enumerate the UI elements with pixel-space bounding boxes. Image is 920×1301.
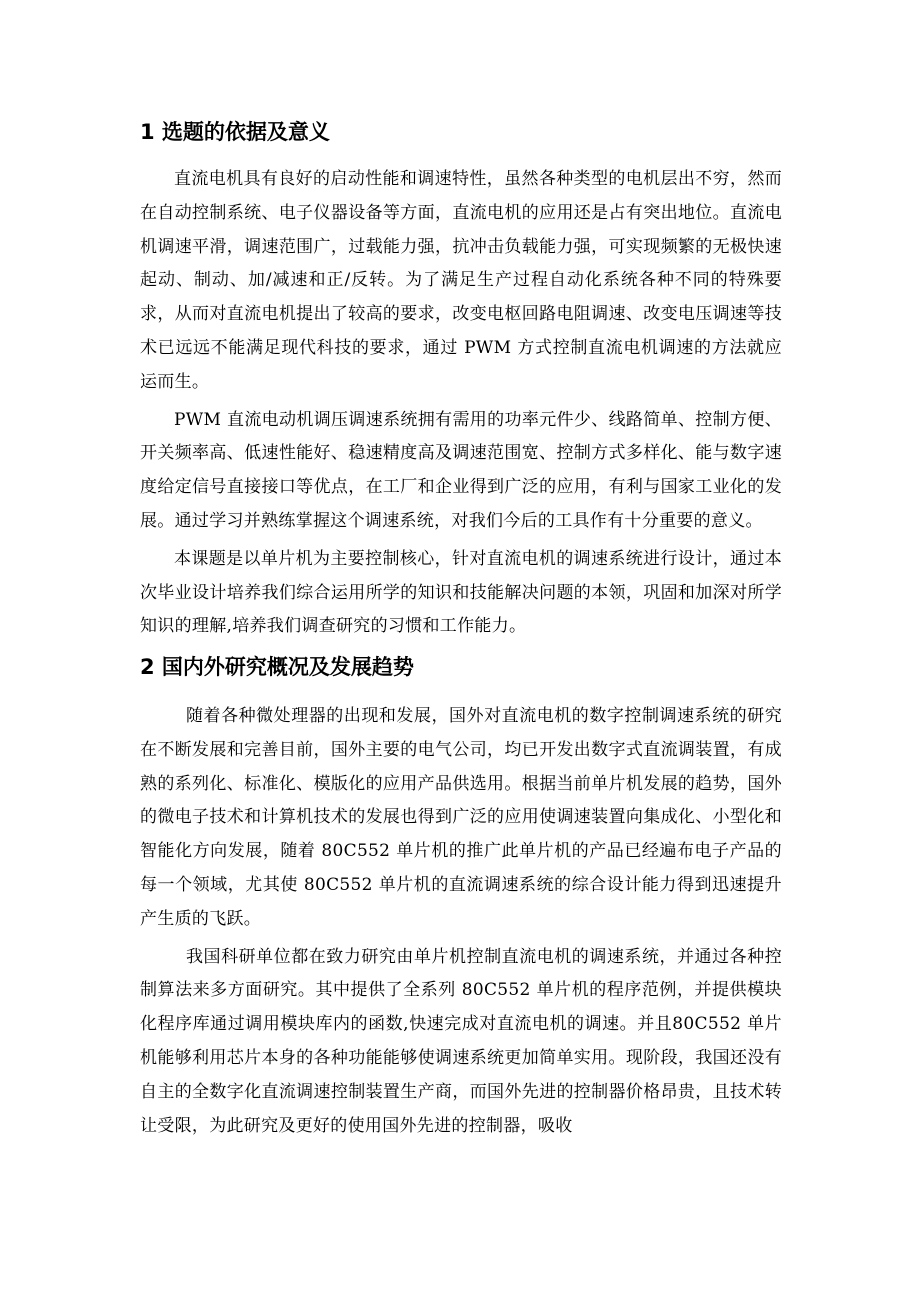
section-heading-rationale: 1 选题的依据及意义 [140,120,330,144]
section-heading-research-overview: 2 国内外研究概况及发展趋势 [140,655,414,679]
paragraph-dc-motor-intro: 直流电机具有良好的启动性能和调速特性，虽然各种类型的电机层出不穷，然而在自动控制系统、电子仪器设备等方面，直流电机的应用还是占有突出地位。直流电机调速平滑，调速范围广，过载能力强，抗冲击负载能力强，可实现频繁的无极快速起动、制动、加/减速和正/反转。为了满足生产过程自动化系统各种不同的特殊要求，从而对直流电机提出了较高的要求，改变电枢回路电阻调速、改变电压调速等技术已远远不能满足现代科技的要求，通过 PWM 方式控制直流电机调速的方法就应运而生。 [140,169,782,392]
paragraph-foreign-research: 随着各种微处理器的出现和发展，国外对直流电机的数字控制调速系统的研究在不断发展和完善目前，国外主要的电气公司，均已开发出数字式直流调装置，有成熟的系列化、标准化、模版化的应用产品供选用。根据当前单片机发展的趋势，国外的微电子技术和计算机技术的发展也得到广泛的应用使调速装置向集成化、小型化和智能化方向发展，随着 80C552 单片机的推广此单片机的产品已经遍布电子产品的每一个领域，尤其使 80C552 单片机的直流调速系统的综合设计能力得到迅速提升产生质的飞跃。 [140,706,782,929]
section-rationale [140,117,782,644]
paragraph-domestic-research: 我国科研单位都在致力研究由单片机控制直流电机的调速系统，并通过各种控制算法来多方面研究。其中提供了全系列 80C552 单片机的程序范例，并提供模块化程序库通过调用模块库内的函数,快速完成对直流电机的调速。并且80C552 单片机能够利用芯片本身的各种功能能够使调速系统更加简单实用。现阶段，我国还没有自主的全数字化直流调速控制装置生产商，而国外先进的控制器价格昂贵，且技术转让受限，为此研究及更好的使用国外先进的控制器，吸收 [140,946,782,1136]
paragraph-pwm-advantages: PWM 直流电动机调压调速系统拥有需用的功率元件少、线路简单、控制方便、开关频率高、低速性能好、稳速精度高及调速范围宽、控制方式多样化、能与数字速度给定信号直接接口等优点，在工厂和企业得到广泛的应用，有利与国家工业化的发展。通过学习并熟练掌握这个调速系统，对我们今后的工具作有十分重要的意义。 [140,409,782,531]
section-research-overview [140,652,782,1143]
paragraph-project-goal: 本课题是以单片机为主要控制核心，针对直流电机的调速系统进行设计，通过本次毕业设计培养我们综合运用所学的知识和技能解决问题的本领，巩固和加深对所学知识的理解,培养我们调查研究的习惯和工作能力。 [140,548,782,637]
